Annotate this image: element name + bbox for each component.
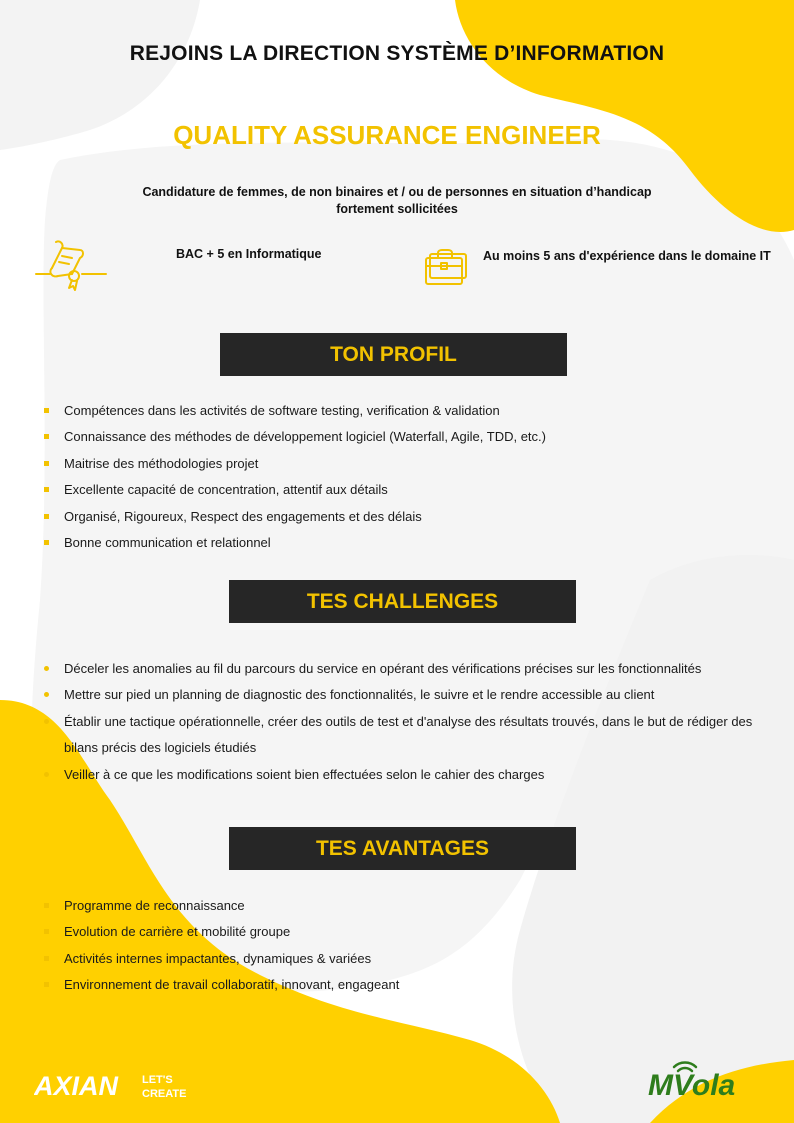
section-title-avantages: TES AVANTAGES (315, 836, 490, 860)
square-bullet-icon (44, 434, 49, 439)
square-bullet-icon (44, 903, 49, 908)
list-item (40, 508, 785, 534)
square-bullet-icon (44, 929, 49, 934)
list-item (40, 950, 785, 976)
round-bullet-icon (44, 666, 49, 671)
round-bullet-icon (44, 772, 49, 777)
candidature-line-2: fortement sollicitées (336, 202, 458, 216)
square-bullet-icon (44, 540, 49, 545)
section-header-avantages (229, 827, 576, 870)
list-item-text: Établir une tactique opérationnelle, créer des outils de test et d'analyse des résultats trouvés, dans le but de rédiger des bilans précis des logiciels étudiés (64, 713, 753, 756)
square-bullet-icon (44, 514, 49, 519)
candidature-line-1: Candidature de femmes, de non binaires et / ou de personnes en situation d’handicap (142, 185, 652, 199)
list-item-text: Evolution de carrière et mobilité groupe (64, 924, 291, 940)
requirement-education: BAC + 5 en Informatique (176, 247, 322, 261)
list-item-text: Compétences dans les activités de software testing, verification & validation (64, 403, 500, 418)
list-item (40, 897, 785, 923)
profil-list (40, 402, 785, 560)
list-item-text: Activités internes impactantes, dynamiques & variées (64, 950, 372, 966)
axian-logo-tagline-1: LET'S (142, 1074, 173, 1086)
axian-logo-name: AXIAN (34, 1071, 119, 1101)
list-item-text: Maitrise des méthodologies projet (64, 455, 259, 471)
diploma-icon (34, 238, 108, 292)
square-bullet-icon (44, 487, 49, 492)
list-item-text: Bonne communication et relationnel (64, 534, 271, 550)
square-bullet-icon (44, 461, 49, 466)
section-header-challenges (229, 580, 576, 623)
list-item-text: Mettre sur pied un planning de diagnostic des fonctionnalités, le suivre et le rendre accessible au client (64, 687, 655, 703)
list-item (40, 481, 785, 507)
requirement-experience: Au moins 5 ans d'expérience dans le domaine IT (483, 249, 771, 263)
main-title: REJOINS LA DIRECTION SYSTÈME D’INFORMATION (129, 42, 665, 65)
candidature-note (0, 184, 794, 218)
list-item (40, 534, 785, 560)
square-bullet-icon (44, 408, 49, 413)
list-item (40, 976, 785, 1002)
square-bullet-icon (44, 982, 49, 987)
list-item (40, 709, 785, 762)
avantages-list (40, 897, 785, 1003)
section-header-profil (220, 333, 567, 376)
mvola-logo-name: MVola (648, 1069, 736, 1101)
list-item-text: Organisé, Rigoureux, Respect des engagements et des délais (64, 508, 422, 524)
list-item (40, 762, 785, 788)
axian-logo-tagline-2: CREATE (142, 1088, 187, 1100)
challenges-list (40, 656, 785, 788)
list-item-text: Environnement de travail collaboratif, innovant, engageant (64, 977, 400, 993)
list-item-text: Connaissance des méthodes de développement logiciel (Waterfall, Agile, TDD, etc.) (64, 429, 546, 445)
list-item-text: Programme de reconnaissance (64, 898, 245, 913)
list-item (40, 682, 785, 708)
list-item (40, 428, 785, 454)
list-item-text: Déceler les anomalies au fil du parcours du service en opérant des vérifications précises sur les fonctionnalités (64, 661, 702, 676)
section-title-profil: TON PROFIL (330, 342, 457, 366)
list-item-text: Excellente capacité de concentration, attentif aux détails (64, 482, 388, 498)
axian-logo (34, 1068, 194, 1102)
list-item (40, 923, 785, 949)
list-item (40, 402, 785, 428)
round-bullet-icon (44, 719, 49, 724)
briefcase-icon (414, 244, 470, 290)
list-item (40, 656, 785, 682)
list-item-text: Veiller à ce que les modifications soient bien effectuées selon le cahier des charges (64, 766, 545, 782)
section-title-challenges: TES CHALLENGES (306, 589, 499, 613)
round-bullet-icon (44, 692, 49, 697)
mvola-logo (646, 1061, 770, 1101)
job-title: QUALITY ASSURANCE ENGINEER (173, 120, 601, 150)
list-item (40, 455, 785, 481)
square-bullet-icon (44, 956, 49, 961)
